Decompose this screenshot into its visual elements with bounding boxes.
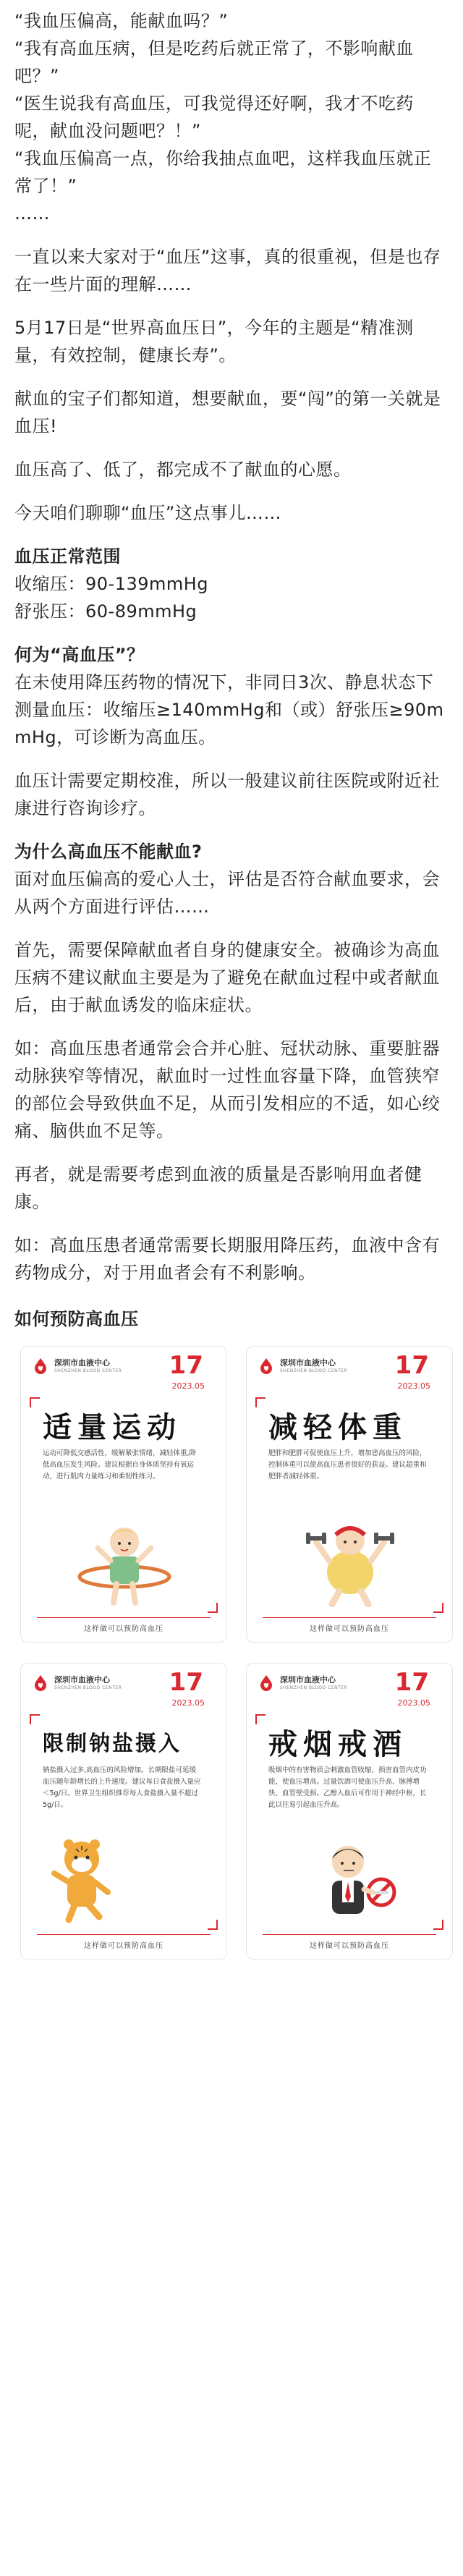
poster-exercise (20, 1346, 227, 1643)
poster-text: 钠盐摄入过多,高血压的风险增加。长期限盐可延缓血压随年龄增长的上升速度。建议每日食盐摄入量应＜5g/日。世界卫生组织推荐每人食盐摄入量不超过5g/日。 (43, 1766, 201, 1809)
tiger-figure-illustration (38, 1830, 147, 1924)
why-not-paragraph: 如：高血压患者通常需要长期服用降压药，血液中含有药物成分，对于用血者会有不利影响。 (14, 1235, 440, 1283)
poster-text: 吸烟中的有害物质会刺激血管收缩，损害血管内皮功能，使血压增高。过量饮酒可使血压升高、脉搏增快、血管壁受损。乙醇入血后可作用于神经中枢，长此以往易引起血压升高。 (268, 1766, 427, 1809)
poster-month: 2023.05 (397, 1381, 430, 1391)
blood-drop-heart-icon (31, 1357, 50, 1376)
poster-grid (14, 1346, 447, 1959)
poster-footer: 这样做可以预防高血压 (263, 1617, 436, 1633)
corner-decoration (255, 1397, 266, 1407)
section-heading-what-is: 何为“高血压”？ (14, 645, 145, 665)
poster-day: 17 (394, 1351, 429, 1380)
dialogue-line: “我血压偏高一点，你给我抽点血吧，这样我血压就正常了！” (14, 148, 432, 196)
why-not-paragraph: 面对血压偏高的爱心人士，评估是否符合献血要求，会从两个方面进行评估…… (14, 869, 440, 917)
intro-paragraph: 血压高了、低了，都完成不了献血的心愿。 (14, 459, 352, 480)
corner-decoration (433, 1920, 443, 1930)
systolic-range: 收缩压：90-139mmHg (14, 574, 209, 594)
dumbbell-figure-illustration (296, 1513, 404, 1607)
corner-decoration (208, 1920, 218, 1930)
no-smoking-figure-illustration (296, 1830, 404, 1924)
poster-month: 2023.05 (171, 1698, 205, 1708)
poster-org-name: 深圳市血液中心 (280, 1358, 336, 1368)
poster-quit-smoking (246, 1663, 453, 1959)
poster-title: 限制钠盐摄入 (43, 1731, 182, 1755)
dialogue-ellipsis: …… (14, 203, 50, 224)
poster-org-name: 深圳市血液中心 (54, 1675, 110, 1685)
diastolic-range: 舒张压：60-89mmHg (14, 601, 197, 622)
poster-org-name-en: SHENZHEN BLOOD CENTER (54, 1368, 122, 1373)
corner-decoration (30, 1714, 40, 1724)
blood-drop-heart-icon (257, 1674, 276, 1692)
poster-month: 2023.05 (171, 1381, 205, 1391)
corner-decoration (30, 1397, 40, 1407)
poster-text: 运动可降低交感活性，缓解紧张情绪，减轻体重,降低高血压发生风险。建议根据自身体质坚持有氧运动，进行肌肉力量练习和柔韧性练习。 (43, 1449, 197, 1480)
poster-org-name-en: SHENZHEN BLOOD CENTER (280, 1368, 348, 1373)
why-not-paragraph: 再者，就是需要考虑到血液的质量是否影响用血者健康。 (14, 1164, 422, 1212)
blood-drop-heart-icon (257, 1357, 276, 1376)
poster-org-name: 深圳市血液中心 (54, 1358, 110, 1368)
poster-title: 减轻体重 (268, 1411, 407, 1444)
intro-paragraph: 献血的宝子们都知道，想要献血，要“闯”的第一关就是血压! (14, 389, 441, 436)
poster-footer: 这样做可以预防高血压 (37, 1617, 211, 1633)
poster-day: 17 (169, 1668, 203, 1697)
what-is-paragraph: 血压计需要定期校准，所以一般建议前往医院或附近社康进行咨询诊疗。 (14, 771, 440, 818)
intro-paragraph: 今天咱们聊聊“血压”这点事儿…… (14, 503, 281, 523)
poster-text: 肥胖和肥胖可促使血压上升，增加患高血压的风险，控制体重可以使高血压患者很好的获益。建议超重和肥胖者减轻体重。 (268, 1449, 427, 1480)
dialogue-line: “我血压偏高，能献血吗？” (14, 11, 229, 31)
poster-title: 适量运动 (43, 1411, 182, 1444)
section-heading-prevent: 如何预防高血压 (14, 1309, 139, 1329)
poster-org-name-en: SHENZHEN BLOOD CENTER (280, 1685, 348, 1690)
poster-day: 17 (394, 1668, 429, 1697)
poster-salt (20, 1663, 227, 1959)
dialogue-line: “医生说我有高血压，可我觉得还好啊，我才不吃药呢，献血没问题吧？！” (14, 93, 414, 141)
poster-footer: 这样做可以预防高血压 (37, 1934, 211, 1950)
hula-hoop-figure-illustration (70, 1513, 179, 1607)
corner-decoration (433, 1603, 443, 1613)
poster-org-name: 深圳市血液中心 (280, 1675, 336, 1685)
poster-weight (246, 1346, 453, 1643)
intro-paragraph: 5月17日是“世界高血压日”，今年的主题是“精准测量，有效控制，健康长寿”。 (14, 318, 414, 365)
what-is-paragraph: 在未使用降压药物的情况下，非同日3次、静息状态下测量血压：收缩压≥140mmHg和（或）舒张压≥90mmHg，可诊断为高血压。 (14, 672, 444, 747)
section-heading-why-not: 为什么高血压不能献血? (14, 842, 203, 862)
poster-day: 17 (169, 1351, 203, 1380)
why-not-paragraph: 首先，需要保障献血者自身的健康安全。被确诊为高血压病不建议献血主要是为了避免在献血过程中或者献血后，由于献血诱发的临床症状。 (14, 940, 440, 1015)
poster-title: 戒烟戒酒 (268, 1728, 407, 1761)
corner-decoration (208, 1603, 218, 1613)
corner-decoration (255, 1714, 266, 1724)
why-not-paragraph: 如：高血压患者通常会合并心脏、冠状动脉、重要脏器动脉狭窄等情况，献血时一过性血容量下降，血管狭窄的部位会导致供血不足，从而引发相应的不适，如心绞痛、脑供血不足等。 (14, 1038, 440, 1141)
dialogue-line: “我有高血压病，但是吃药后就正常了，不影响献血吧？” (14, 38, 414, 86)
blood-drop-heart-icon (31, 1674, 50, 1692)
poster-month: 2023.05 (397, 1698, 430, 1708)
section-heading-normal-range: 血压正常范围 (14, 546, 121, 567)
poster-footer: 这样做可以预防高血压 (263, 1934, 436, 1950)
poster-org-name-en: SHENZHEN BLOOD CENTER (54, 1685, 122, 1690)
intro-paragraph: 一直以来大家对于“血压”这事，真的很重视，但是也存在一些片面的理解…… (14, 247, 441, 295)
